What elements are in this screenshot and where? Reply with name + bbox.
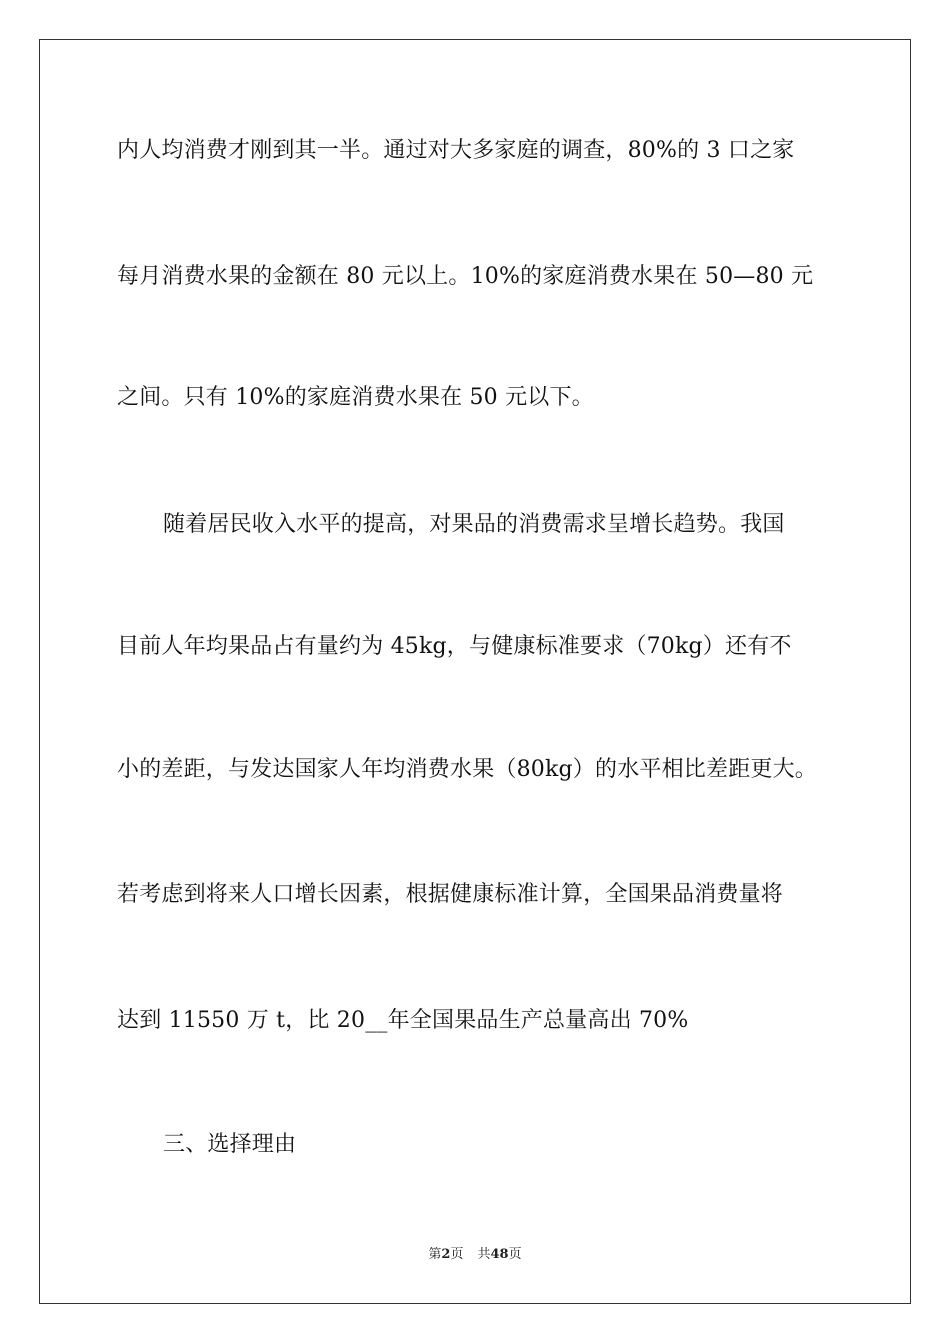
text-line: 目前人年均果品占有量约为 45kg，与健康标准要求（70kg）还有不 (117, 634, 792, 659)
page-label-suffix: 页 (450, 1247, 464, 1262)
page-number: 2 (441, 1247, 451, 1262)
total-pages: 48 (490, 1247, 509, 1262)
text-line: 之间。只有 10%的家庭消费水果在 50 元以下。 (117, 385, 594, 410)
text-line: 小的差距，与发达国家人年均消费水果（80kg）的水平相比差距更大。 (117, 757, 818, 782)
text-line: 若考虑到将来人口增长因素，根据健康标准计算，全国果品消费量将 (117, 882, 784, 907)
total-label-suffix: 页 (508, 1247, 522, 1262)
section-heading: 三、选择理由 (163, 1132, 297, 1157)
text-line: 内人均消费才刚到其一半。通过对大多家庭的调查，80%的 3 口之家 (117, 138, 795, 163)
text-line: 达到 11550 万 t，比 20__年全国果品生产总量高出 70% (117, 1008, 689, 1033)
text-line: 每月消费水果的金额在 80 元以上。10%的家庭消费水果在 50—80 元 (117, 264, 814, 289)
page-label-prefix: 第 (428, 1247, 442, 1262)
page-border (39, 39, 911, 1304)
paragraph-start-line: 随着居民收入水平的提高，对果品的消费需求呈增长趋势。我国 (163, 512, 785, 537)
total-label-prefix: 共 (477, 1247, 491, 1262)
page-footer (0, 1246, 950, 1264)
